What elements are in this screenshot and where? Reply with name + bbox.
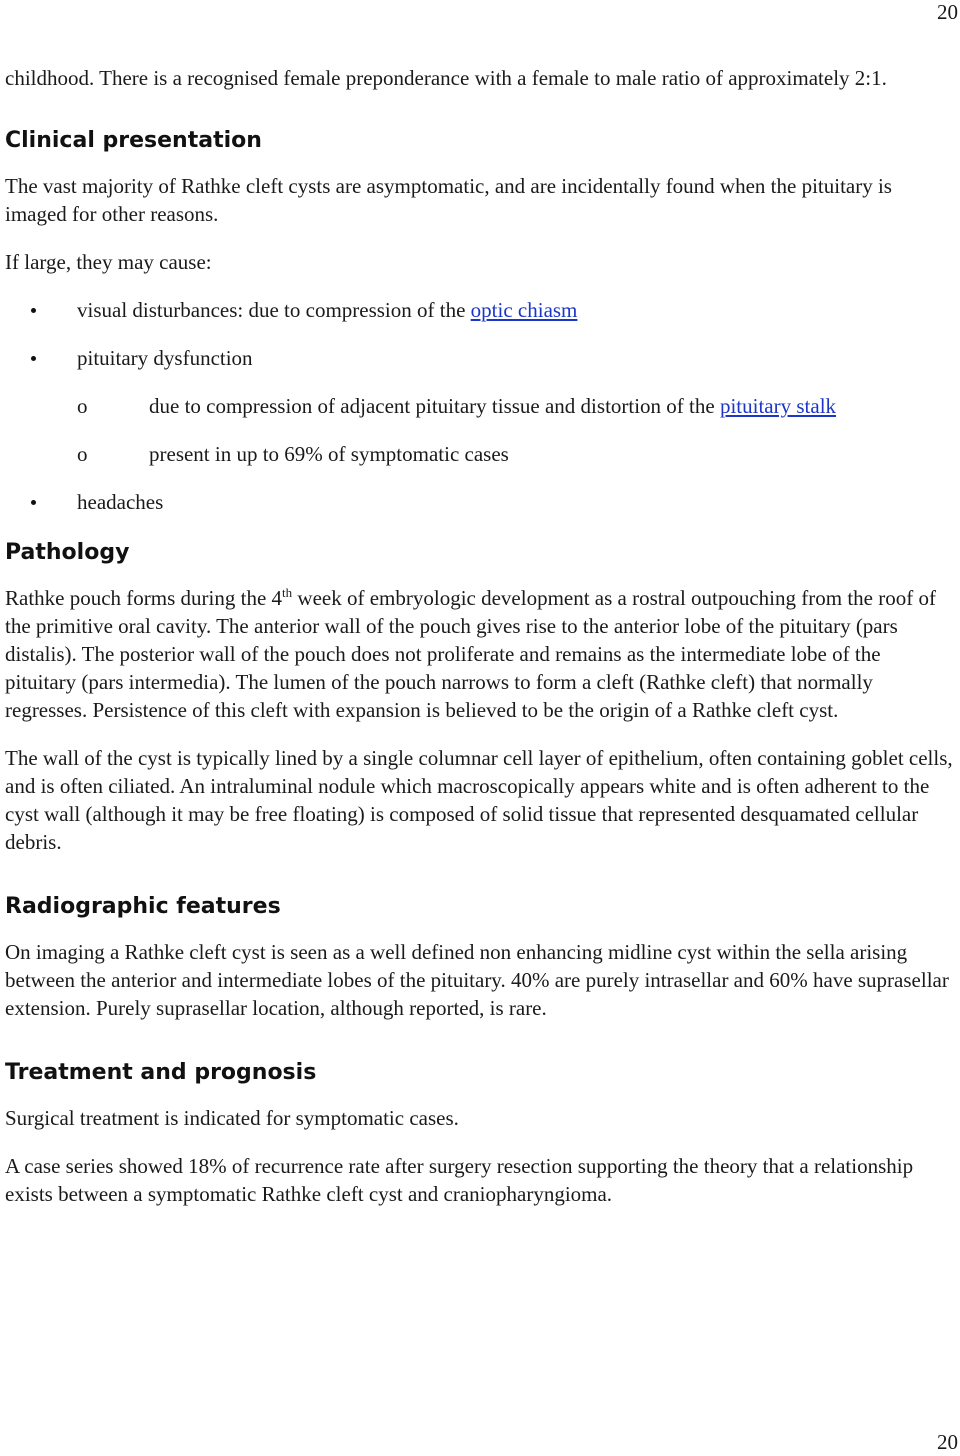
superscript-th: th (282, 585, 293, 600)
pathology-paragraph-1 (5, 584, 955, 724)
sub-list-item (77, 392, 955, 420)
bullet-text: headaches (77, 490, 164, 514)
pathology-paragraph-2: The wall of the cyst is typically lined by a single columnar cell layer of epithelium, often containing goblet cells, and is often ciliated. An intraluminal nodule which macroscopically appears white and is often adherent to the cyst wall (although it may be free floating) is composed of solid tissue that represented desquamated cellular debris. (5, 746, 953, 854)
page-number-top: 20 (937, 0, 958, 24)
pituitary-stalk-link[interactable]: pituitary stalk (719, 394, 837, 418)
sub-list (77, 392, 955, 468)
list-item (5, 488, 955, 516)
document-body (5, 64, 955, 1208)
treatment-paragraph-1: Surgical treatment is indicated for symptomatic cases. (5, 1106, 459, 1130)
intro-paragraph: childhood. There is a recognised female preponderance with a female to male ratio of approximately 2:1. (5, 66, 887, 90)
heading-radiographic-features: Radiographic features (5, 894, 281, 919)
sub-item-text: due to compression of adjacent pituitary tissue and distortion of the (149, 394, 720, 418)
bullet-text: visual disturbances: due to compression of the (77, 298, 471, 322)
pathology-text-a: Rathke pouch forms during the 4 (5, 586, 283, 610)
sub-list-item (77, 440, 955, 468)
bullet-text: pituitary dysfunction (77, 346, 253, 370)
sub-bullet-marker: o (77, 442, 88, 466)
heading-pathology: Pathology (5, 540, 130, 565)
sub-item-text: present in up to 69% of symptomatic cases (149, 442, 509, 466)
list-item (5, 296, 955, 324)
heading-treatment-and-prognosis: Treatment and prognosis (5, 1060, 317, 1085)
optic-chiasm-link[interactable]: optic chiasm (470, 298, 578, 322)
sub-bullet-marker: o (77, 394, 88, 418)
symptom-list (5, 296, 955, 516)
pathology-text-b: week of embryologic development as a rostral outpouching from the roof of the primitive oral cavity. The anterior wall of the pouch gives rise to the anterior lobe of the pituitary (pars distalis). The posterior wall of the pouch does not proliferate and remains as the intermediate lobe of the pituitary (pars intermedia). The lumen of the pouch narrows to form a cleft (Rathke cleft) that normally regresses. Persistence of this cleft with expansion is believed to be the origin of a Rathke cleft cyst. (5, 586, 936, 722)
clinical-paragraph-2: If large, they may cause: (5, 250, 212, 274)
clinical-paragraph-1: The vast majority of Rathke cleft cysts are asymptomatic, and are incidentally found when the pituitary is imaged for other reasons. (5, 174, 892, 226)
treatment-paragraph-2: A case series showed 18% of recurrence rate after surgery resection supporting the theory that a relationship exists between a symptomatic Rathke cleft cyst and craniopharyngioma. (5, 1154, 914, 1206)
list-item (5, 344, 955, 468)
page-number-bottom: 20 (937, 1430, 958, 1454)
radiographic-paragraph-1: On imaging a Rathke cleft cyst is seen as a well defined non enhancing midline cyst within the sella arising between the anterior and intermediate lobes of the pituitary. 40% are purely intrasellar and 60% have suprasellar extension. Purely suprasellar location, although reported, is rare. (5, 940, 949, 1020)
heading-clinical-presentation: Clinical presentation (5, 128, 262, 153)
